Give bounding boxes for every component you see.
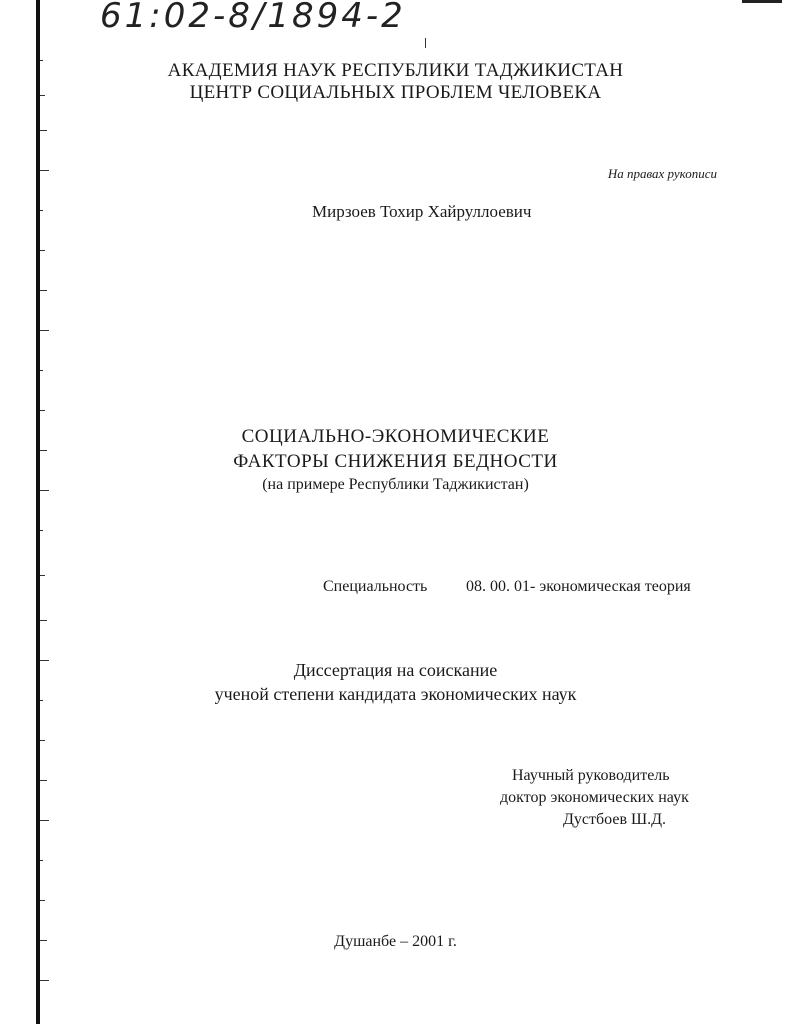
center-name: ЦЕНТР СОЦИАЛЬНЫХ ПРОБЛЕМ ЧЕЛОВЕКА (189, 82, 602, 103)
scan-edge-tick (40, 410, 45, 411)
academy-name: АКАДЕМИЯ НАУК РЕСПУБЛИКИ ТАДЖИКИСТАН (167, 60, 624, 81)
scan-edge-tick (40, 170, 49, 171)
supervisor-degree: доктор экономических наук (500, 789, 689, 806)
title-line-1: СОЦИАЛЬНО-ЭКОНОМИЧЕСКИЕ (241, 426, 550, 447)
supervisor-role: Научный руководитель (512, 767, 670, 784)
pipe-mark (425, 38, 426, 48)
scan-edge (26, 0, 56, 1024)
scan-edge-tick (40, 740, 45, 741)
scan-edge-tick (40, 980, 49, 981)
specialty-label: Специальность (323, 578, 428, 595)
scan-edge-tick (40, 290, 47, 291)
scan-edge-bar (36, 0, 40, 1024)
scan-edge-tick (40, 210, 43, 211)
scan-edge-tick (40, 575, 45, 576)
author-name: Мирзоев Тохир Хайруллоевич (312, 202, 532, 221)
scan-edge-tick (40, 820, 49, 821)
dissertation-line-2: ученой степени кандидата экономических наук (214, 684, 577, 704)
scan-edge-tick (40, 530, 43, 531)
scan-edge-tick (40, 130, 47, 131)
scan-edge-tick (40, 900, 45, 901)
supervisor-name: Дустбоев Ш.Д. (563, 811, 667, 828)
scan-edge-tick (40, 620, 47, 621)
corner-mark (742, 0, 782, 3)
scan-edge-tick (40, 860, 43, 861)
city-year: Душанбе – 2001 г. (334, 933, 457, 950)
title-line-2: ФАКТОРЫ СНИЖЕНИЯ БЕДНОСТИ (233, 451, 558, 472)
title-subtitle: (на примере Республики Таджикистан) (262, 476, 529, 493)
scan-edge-tick (40, 250, 45, 251)
scan-edge-tick (40, 370, 43, 371)
archive-code: 61:02-8/1894-2 (100, 0, 406, 36)
specialty-value: 08. 00. 01- экономическая теория (466, 578, 691, 595)
scan-edge-tick (40, 780, 47, 781)
dissertation-line-1: Диссертация на соискание (293, 660, 498, 680)
scan-edge-tick (40, 330, 49, 331)
rights-note: На правах рукописи (607, 166, 717, 181)
